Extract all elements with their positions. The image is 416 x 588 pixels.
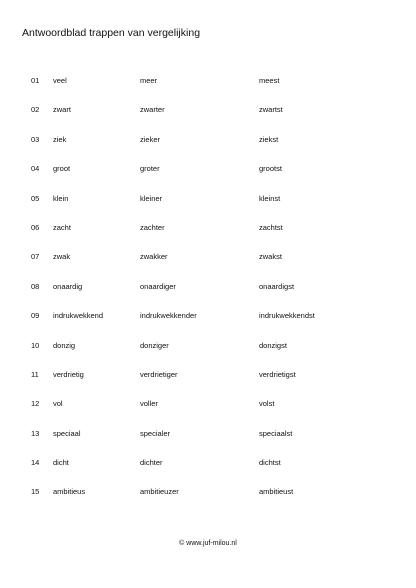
superlative-form: grootst: [259, 164, 282, 174]
positive-form: ambitieus: [53, 487, 86, 497]
superlative-form: ambitieust: [259, 487, 294, 497]
superlative-form: meest: [259, 76, 280, 85]
comparative-form: verdrietiger: [140, 369, 178, 379]
positive-form: veel: [53, 76, 67, 85]
row-number: 12: [31, 399, 40, 409]
row-number: 15: [31, 487, 40, 497]
superlative-form: dichtst: [259, 458, 281, 468]
superlative-form: volst: [259, 399, 275, 409]
footer-copyright: © www.juf-milou.nl: [179, 540, 237, 547]
answer-row: [0, 135, 416, 164]
row-number: 03: [31, 134, 40, 144]
positive-form: groot: [53, 164, 71, 174]
answer-row: [0, 76, 416, 105]
positive-form: speciaal: [53, 428, 81, 438]
row-number: 11: [31, 369, 39, 379]
comparative-form: indrukwekkender: [140, 311, 197, 321]
positive-form: indrukwekkend: [53, 311, 104, 321]
positive-form: zwak: [53, 252, 71, 262]
answer-row: [0, 487, 416, 516]
comparative-form: voller: [140, 399, 158, 409]
row-number: 09: [31, 311, 40, 321]
answer-row: [0, 282, 416, 311]
page-title: Antwoordblad trappen van vergelijking: [22, 27, 201, 39]
row-number: 05: [31, 193, 40, 203]
superlative-form: zwartst: [259, 105, 283, 115]
positive-form: onaardig: [53, 281, 83, 291]
positive-form: dicht: [53, 458, 69, 468]
row-number: 02: [31, 105, 40, 115]
comparative-form: onaardiger: [140, 281, 176, 291]
answer-row: [0, 105, 416, 134]
comparative-form: donziger: [140, 340, 169, 350]
row-number: 08: [31, 281, 40, 291]
comparative-form: meer: [140, 76, 158, 85]
positive-form: verdrietig: [53, 369, 84, 379]
answer-row: [0, 252, 416, 281]
superlative-form: zwakst: [259, 252, 282, 262]
row-number: 04: [31, 164, 40, 174]
superlative-form: kleinst: [259, 193, 281, 203]
comparative-form: zwarter: [140, 105, 165, 115]
row-number: 07: [31, 252, 40, 262]
answer-row: [0, 370, 416, 399]
positive-form: ziek: [53, 134, 67, 144]
row-number: 10: [31, 340, 40, 350]
comparative-form: dichter: [140, 458, 163, 468]
answer-row: [0, 399, 416, 428]
answer-row: [0, 341, 416, 370]
row-number: 06: [31, 222, 40, 232]
comparative-form: zwakker: [140, 252, 168, 262]
comparative-form: kleiner: [140, 193, 163, 203]
row-number: 13: [31, 428, 40, 438]
comparative-form: ambitieuzer: [140, 487, 179, 497]
positive-form: vol: [53, 399, 63, 409]
superlative-form: zachtst: [259, 222, 283, 232]
answer-row: [0, 311, 416, 340]
positive-form: donzig: [53, 340, 76, 350]
positive-form: klein: [53, 193, 69, 203]
answer-row: [0, 164, 416, 193]
comparative-form: zieker: [140, 134, 161, 144]
superlative-form: indrukwekkendst: [259, 311, 315, 321]
positive-form: zacht: [53, 222, 71, 232]
superlative-form: ziekst: [259, 134, 279, 144]
superlative-form: speciaalst: [259, 428, 293, 438]
row-number: 14: [31, 458, 40, 468]
comparative-form: groter: [140, 164, 160, 174]
superlative-form: verdrietigst: [259, 369, 296, 379]
row-number: 01: [31, 76, 40, 85]
answer-row: [0, 223, 416, 252]
comparative-form: zachter: [140, 222, 165, 232]
answer-list: [0, 76, 416, 517]
answer-row: [0, 194, 416, 223]
positive-form: zwart: [53, 105, 71, 115]
superlative-form: onaardigst: [259, 281, 295, 291]
comparative-form: specialer: [140, 428, 171, 438]
answer-row: [0, 429, 416, 458]
superlative-form: donzigst: [259, 340, 287, 350]
answer-row: [0, 458, 416, 487]
